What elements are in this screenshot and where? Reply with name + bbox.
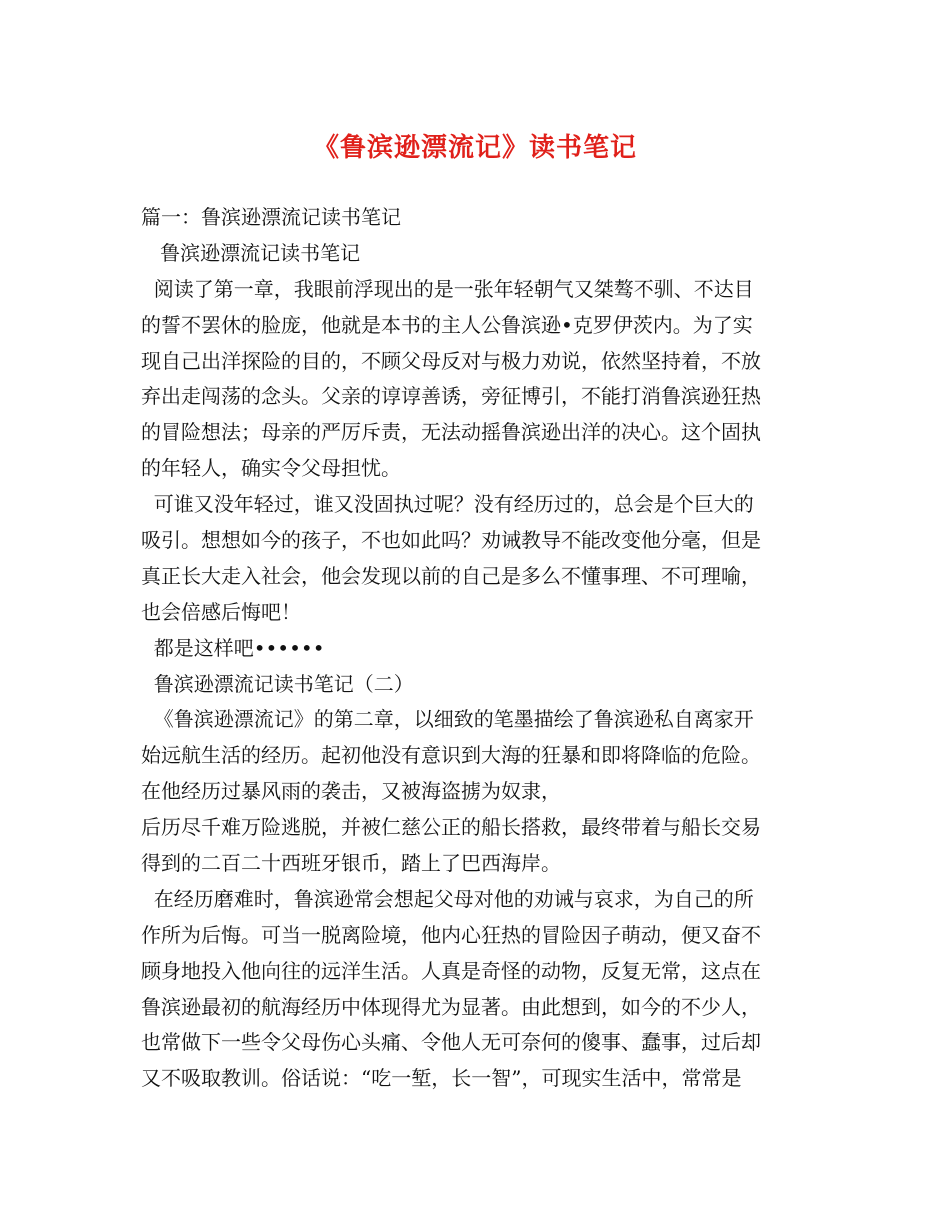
text-line: 篇一：鲁滨逊漂流记读书笔记 [141,205,401,229]
text-line: 得到的二百二十西班牙银币，踏上了巴西海岸。 [141,851,561,876]
text-line: 在他经历过暴风雨的袭击，又被海盗掳为奴隶， [141,779,561,804]
text-line: 弃出走闯荡的念头。父亲的谆谆善诱，旁征博引，不能打消鲁滨逊狂热 [141,384,761,409]
text-line: 鲁滨逊漂流记读书笔记（二） [141,671,414,696]
text-line: 也会倍感后悔吧！ [141,599,301,624]
text-line: 的冒险想法；母亲的严厉斥责，无法动摇鲁滨逊出洋的决心。这个固执 [141,420,761,445]
text-line: 吸引。想想如今的孩子，不也如此吗？劝诫教导不能改变他分毫，但是 [141,528,761,553]
text-line: 都是这样吧•••••• [141,635,325,660]
text-line: 作所为后悔。可当一脱离险境，他内心狂热的冒险因子萌动，便又奋不 [141,922,761,947]
text-line: 在经历磨难时，鲁滨逊常会想起父母对他的劝诫与哀求，为自己的所 [141,886,754,911]
text-line: 《鲁滨逊漂流记》的第二章，以细致的笔墨描绘了鲁滨逊私自离家开 [141,707,754,732]
text-line: 真正长大走入社会，他会发现以前的自己是多么不懂事理、不可理喻， [141,563,761,588]
document-body [141,200,821,1097]
text-line: 的年轻人，确实令父母担忧。 [141,456,401,481]
text-line: 顾身地投入他向往的远洋生活。人真是奇怪的动物，反复无常，这点在 [141,958,761,983]
text-line: 鲁滨逊漂流记读书笔记 [141,240,361,265]
text-line: 鲁滨逊最初的航海经历中体现得尤为显著。由此想到，如今的不少人， [141,994,761,1019]
text-line: 可谁又没年轻过，谁又没固执过呢？没有经历过的，总会是个巨大的 [141,492,754,517]
text-line: 的誓不罢休的脸庞，他就是本书的主人公鲁滨逊•克罗伊茨内。为了实 [141,312,753,337]
text-line: 也常做下一些令父母伤心头痛、令他人无可奈何的傻事、蠢事，过后却 [141,1030,761,1055]
document-title: 《鲁滨逊漂流记》读书笔记 [312,133,637,163]
text-line: 后历尽千难万险逃脱，并被仁慈公正的船长搭救，最终带着与船长交易 [141,815,761,840]
text-line: 又不吸取教训。俗话说：“吃一堑，长一智”，可现实生活中，常常是 [141,1066,742,1091]
text-line: 现自己出洋探险的目的，不顾父母反对与极力劝说，依然坚持着，不放 [141,348,761,373]
text-line: 始远航生活的经历。起初他没有意识到大海的狂暴和即将降临的危险。 [141,743,761,768]
text-line: 阅读了第一章，我眼前浮现出的是一张年轻朝气又桀骜不驯、不达目 [141,276,754,301]
